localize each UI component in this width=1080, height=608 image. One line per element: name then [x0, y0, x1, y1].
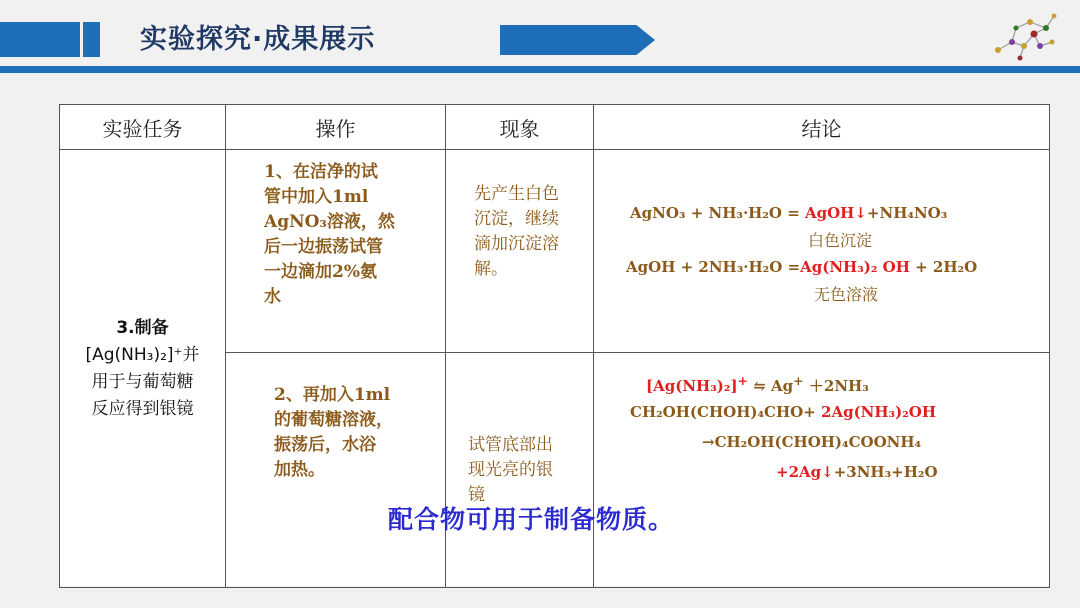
- operation-line: 一边滴加2%氨: [264, 262, 377, 282]
- equation-text: AgNO₃ + NH₃·H₂O =: [630, 204, 805, 222]
- conclusion-cell: [594, 353, 1050, 588]
- equation-line: [594, 367, 1049, 399]
- operation-line: 振荡后，水浴: [274, 435, 376, 455]
- equation-text: ⇋ Ag: [748, 377, 794, 395]
- operation-line: 水: [264, 287, 281, 307]
- table-header-row: [60, 105, 1050, 150]
- phenomenon-line: 滴加沉淀溶: [474, 234, 559, 254]
- equation-line: [594, 399, 1049, 429]
- equation-line: [594, 254, 1049, 281]
- title-deco-square: [83, 22, 100, 57]
- operation-line: 管中加入1ml: [264, 187, 369, 207]
- task-cell: [60, 150, 226, 588]
- phenomenon-line: 镜: [468, 485, 485, 505]
- equation-text: CH₂OH(CHOH)₄CHO+: [630, 403, 822, 421]
- operation-line: 2、再加入1ml: [274, 385, 391, 405]
- charge-superscript: +: [737, 373, 749, 388]
- equation-text: ＋2NH₃: [803, 377, 869, 395]
- conclusion-cell: [594, 150, 1050, 353]
- phenomenon-line: 先产生白色: [474, 184, 559, 204]
- phenomenon-cell: [446, 150, 594, 353]
- task-line: 用于与葡萄糖: [91, 371, 194, 392]
- equation-text: +NH₄NO₃: [866, 204, 948, 222]
- title-deco-bar: [0, 22, 80, 57]
- task-line: 反应得到银镜: [91, 398, 194, 419]
- equation-line: [594, 200, 1049, 227]
- equation-highlight: [Ag(NH₃)₂]: [646, 377, 738, 395]
- molecule-model-icon: [990, 6, 1062, 64]
- operation-line: AgNO₃溶液，然: [264, 212, 395, 232]
- phenomenon-line: 解。: [474, 259, 508, 279]
- slide-title: 实验探究·成果展示: [140, 24, 376, 55]
- equation-highlight: AgOH↓: [804, 204, 867, 222]
- equation-highlight: 2Ag(NH₃)₂OH: [821, 403, 937, 421]
- equation-highlight: +2Ag↓: [776, 463, 834, 481]
- operation-cell: [226, 353, 446, 588]
- column-header: 实验任务: [60, 105, 226, 150]
- phenomenon-line: 现光亮的银: [468, 460, 553, 480]
- task-line: [Ag(NH₃)₂]⁺并: [85, 344, 200, 365]
- equation-text: AgOH + 2NH₃·H₂O =: [626, 258, 801, 276]
- equation-highlight: Ag(NH₃)₂ OH: [800, 258, 910, 276]
- equation-line: →CH₂OH(CHOH)₄COONH₄: [702, 433, 922, 451]
- column-header: 操作: [226, 105, 446, 150]
- task-line: 3.制备: [116, 317, 169, 338]
- operation-line: 1、在洁净的试: [264, 162, 378, 182]
- solution-note: 无色溶液: [814, 285, 879, 304]
- precipitate-note: 白色沉淀: [808, 231, 873, 250]
- operation-cell: [226, 150, 446, 353]
- phenomenon-line: 沉淀，继续: [474, 209, 559, 229]
- operation-line: 加热。: [274, 460, 325, 480]
- charge-superscript: +: [793, 373, 804, 388]
- column-header: 现象: [446, 105, 594, 150]
- operation-line: 的葡萄糖溶液，: [274, 410, 393, 430]
- phenomenon-line: 试管底部出: [468, 435, 553, 455]
- column-header: 结论: [594, 105, 1050, 150]
- title-underline: [0, 66, 1080, 73]
- equation-text: +3NH₃+H₂O: [833, 463, 938, 481]
- phenomenon-cell: [446, 353, 594, 588]
- table-row: [60, 150, 1050, 353]
- equation-line: [594, 459, 1049, 489]
- operation-line: 后一边振荡试管: [264, 237, 383, 257]
- summary-callout: 配合物可用于制备物质。: [388, 505, 675, 534]
- equation-text: + 2H₂O: [909, 258, 978, 276]
- title-deco-arrow: [500, 25, 655, 55]
